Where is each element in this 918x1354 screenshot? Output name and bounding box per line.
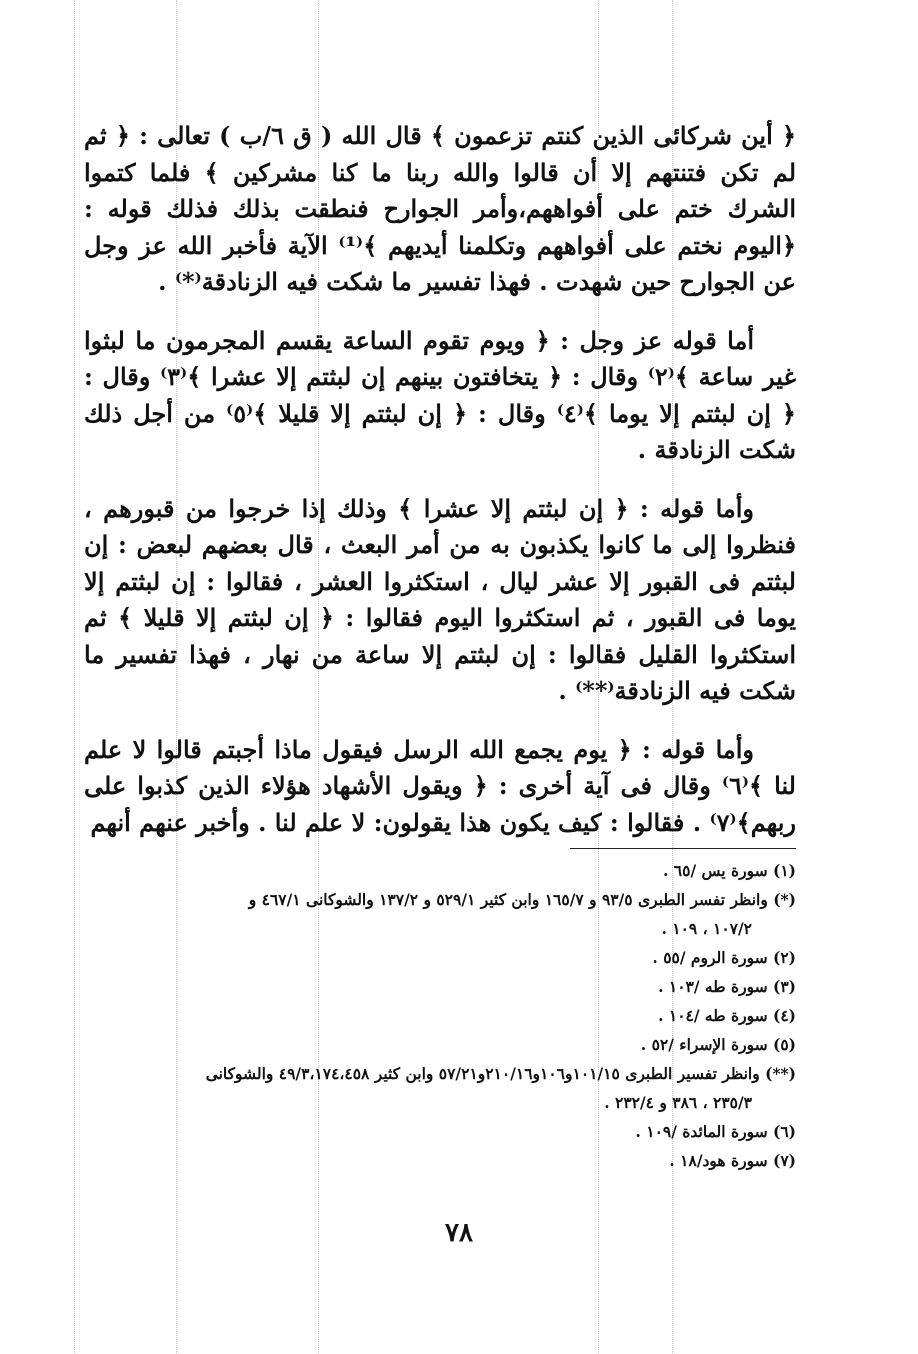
footnote bbox=[84, 972, 796, 1001]
footnote-text: سورة المائدة /١٠٩ . bbox=[635, 1122, 768, 1141]
footnotes bbox=[84, 856, 796, 1175]
footnote-text: سورة طه /١٠٤ . bbox=[658, 1006, 768, 1025]
footnote-mark: (١) bbox=[772, 861, 796, 880]
footnote-mark: (٧) bbox=[772, 1151, 796, 1170]
footnote-text: سورة طه /١٠٣ . bbox=[658, 977, 768, 996]
footnote-mark: (٣) bbox=[772, 977, 796, 996]
paragraph-3: وأما قوله : ﴿ إن لبثتم إلا عشرا ﴾ وذلك إذا خرجوا من قبورهم ، فنظروا إلى ما كانوا يكذبون به من أمر البعث ، قال بعضهم لبعض : إن لبثتم فى القبور إلا عشر ليال ، استكثروا العشر ، فقالوا : إن لبثتم إلا يوما فى القبور ، ثم استكثروا اليوم فقالوا : ﴿ إن لبثتم إلا قليلا ﴾ ثم استكثروا القليل فقالوا : إن لبثتم إلا ساعة من نهار ، فهذا تفسير ما شكت فيه الزنادقة⁽**⁾ . bbox=[84, 493, 796, 705]
footnote-continuation: ٢٣٥/٣ ، ٣٨٦ و ٢٣٢/٤ . bbox=[604, 1093, 752, 1112]
footnote bbox=[84, 1146, 796, 1175]
footnote-text: وانظر تفسر الطبرى ٩٣/٥ و ١٦٥/٧ وابن كثير ٥٢٩/١ و ١٣٧/٢ والشوكانى ٤٦٧/١ و bbox=[248, 890, 768, 909]
footnote-mark: (٤) bbox=[772, 1006, 796, 1025]
footnote-mark: (٥) bbox=[772, 1035, 796, 1054]
footnote-text: سورة الإسراء /٥٢ . bbox=[640, 1035, 768, 1054]
scan-guide-line bbox=[74, 0, 75, 1354]
page-number: ٧٨ bbox=[445, 1218, 473, 1248]
footnote-continuation: ١٠٧/٢ ، ١٠٩ . bbox=[661, 919, 752, 938]
footnote bbox=[84, 1001, 796, 1030]
paragraph-4: وأما قوله : ﴿ يوم يجمع الله الرسل فيقول ماذا أجبتم قالوا لا علم لنا ﴾⁽٦⁾ وقال فى آية أخرى : ﴿ ويقول الأشهاد هؤلاء الذين كذبوا على ربهم﴾⁽٧⁾ . فقالوا : كيف يكون هذا يقولون: لا علم لنا . وأخبر عنهم أنهم bbox=[84, 734, 796, 837]
footnote bbox=[84, 1059, 796, 1117]
footnote bbox=[84, 856, 796, 885]
footnote-text: سورة هود/١٨ . bbox=[669, 1151, 768, 1170]
footnote-text: سورة الروم /٥٥ . bbox=[652, 948, 768, 967]
footnote-mark: (*) bbox=[773, 890, 796, 909]
footnote-mark: (**) bbox=[765, 1064, 796, 1083]
paragraph-1: ﴿ أين شركائى الذين كنتم تزعمون ﴾ قال الله ( ق ٦/ب ) تعالى : ﴿ ثم لم تكن فتنتهم إلا أن قالوا والله ربنا ما كنا مشركين ﴾ فلما كتموا الشرك ختم على أفواههم،وأمر الجوارح فنطقت بذلك فذلك قوله : ﴿اليوم نختم على أفواههم وتكلمنا أيديهم ﴾⁽¹⁾ الآية فأخبر الله عز وجل عن الجوارح حين شهدت . فهذا تفسير ما شكت فيه الزنادقة⁽*⁾ . bbox=[84, 121, 797, 296]
footnote-mark: (٢) bbox=[772, 948, 796, 967]
footnote bbox=[84, 1030, 796, 1059]
footnote bbox=[84, 885, 796, 943]
footnote-separator bbox=[570, 848, 796, 849]
main-text bbox=[84, 118, 796, 863]
footnote bbox=[84, 1117, 796, 1146]
footnote-text: وانظر تفسير الطبرى ١٠١/١٥و١٠٦و٢١٠/١٦و٥٧/٢١ وابن كثير ٤٩/٣،١٧٤،٤٥٨ والشوكانى bbox=[205, 1064, 760, 1083]
footnote-text: سورة يس /٦٥ . bbox=[662, 861, 768, 880]
paragraph-2: أما قوله عز وجل : ﴿ ويوم تقوم الساعة يقسم المجرمون ما لبثوا غير ساعة ﴾⁽٢⁾ وقال : ﴿ يتخافتون بينهم إن لبثتم إلا عشرا ﴾⁽٣⁾ وقال : ﴿ إن لبثتم إلا يوما ﴾⁽٤⁾ وقال : ﴿ إن لبثتم إلا قليلا ﴾⁽٥⁾ من أجل ذلك شكت الزنادقة . bbox=[84, 325, 796, 464]
footnote bbox=[84, 943, 796, 972]
footnote-mark: (٦) bbox=[772, 1122, 796, 1141]
